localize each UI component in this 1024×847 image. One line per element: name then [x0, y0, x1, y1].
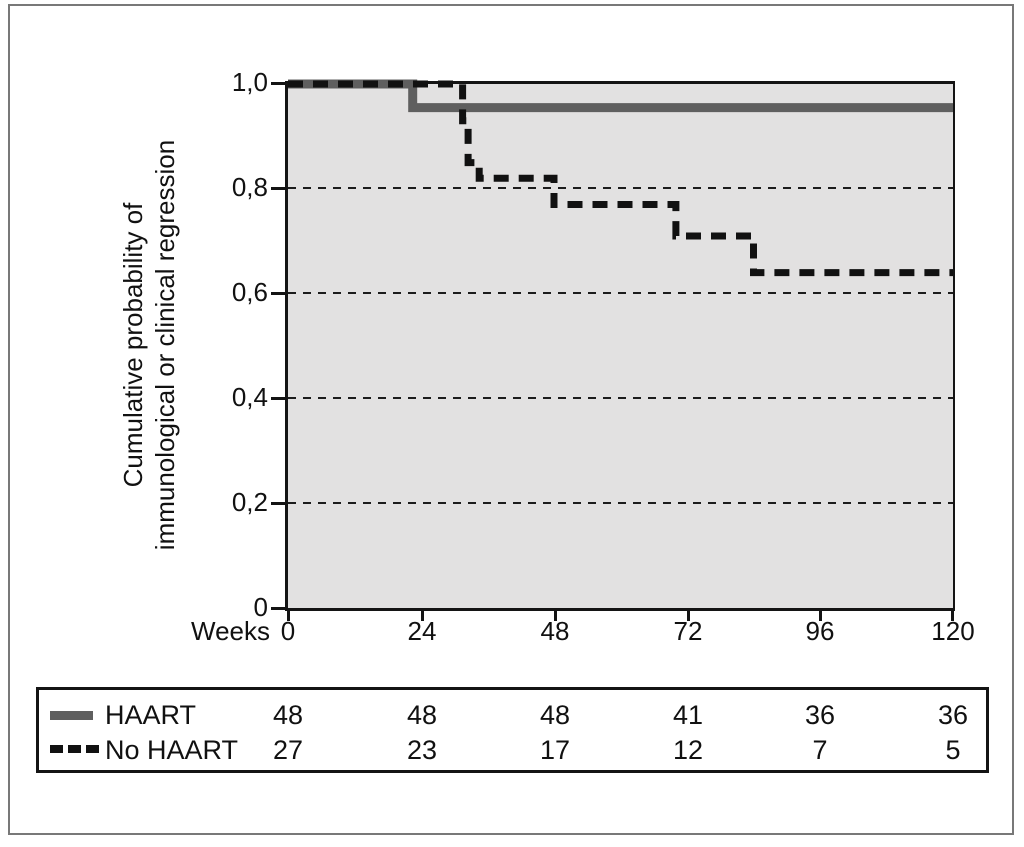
y-axis-title-line2: immunological or clinical regression	[150, 139, 180, 551]
curve-no-haart	[288, 84, 953, 273]
y-tick-label-1.0: 1,0	[231, 67, 268, 97]
y-tick-mark	[271, 292, 285, 295]
risk-count-no-haart-w96: 7	[812, 735, 828, 765]
x-tick-label-48: 48	[540, 616, 570, 646]
risk-count-no-haart-w120: 5	[945, 735, 961, 765]
x-tick-label-0: 0	[280, 616, 296, 646]
y-tick-mark	[271, 187, 285, 190]
x-axis-label: Weeks	[191, 616, 270, 646]
y-tick-label-0.4: 0,4	[231, 382, 268, 412]
y-tick-label-0.6: 0,6	[231, 277, 268, 307]
legend-label-no-haart: No HAART	[105, 735, 239, 765]
risk-count-no-haart-w72: 12	[672, 735, 704, 765]
y-tick-mark	[271, 397, 285, 400]
x-tick-label-72: 72	[673, 616, 703, 646]
x-tick-label-96: 96	[805, 616, 835, 646]
y-tick-label-0.2: 0,2	[231, 487, 268, 517]
x-tick-label-24: 24	[407, 616, 437, 646]
risk-count-haart-w96: 36	[804, 700, 836, 730]
risk-count-haart-w120: 36	[937, 700, 969, 730]
plot-area	[285, 81, 955, 611]
y-tick-mark	[271, 607, 285, 610]
legend-label-haart: HAART	[105, 700, 197, 730]
curve-haart	[288, 84, 953, 108]
at-risk-table	[36, 687, 989, 773]
risk-count-haart-w24: 48	[406, 700, 438, 730]
y-tick-mark	[271, 502, 285, 505]
risk-count-haart-w0: 48	[272, 700, 304, 730]
x-tick-label-120: 120	[931, 616, 975, 646]
risk-count-haart-w72: 41	[672, 700, 704, 730]
risk-count-no-haart-w24: 23	[406, 735, 438, 765]
y-axis-title	[117, 65, 183, 625]
y-tick-label-0: 0	[253, 592, 268, 622]
km-curves	[288, 84, 953, 608]
y-axis-title-line1: Cumulative probability of	[118, 202, 148, 488]
y-tick-label-0.8: 0,8	[231, 172, 268, 202]
haart-line-swatch	[50, 711, 93, 720]
risk-count-haart-w48: 48	[539, 700, 571, 730]
y-tick-mark	[271, 82, 285, 85]
no-haart-line-swatch	[50, 745, 99, 753]
risk-count-no-haart-w48: 17	[539, 735, 571, 765]
risk-count-no-haart-w0: 27	[272, 735, 304, 765]
